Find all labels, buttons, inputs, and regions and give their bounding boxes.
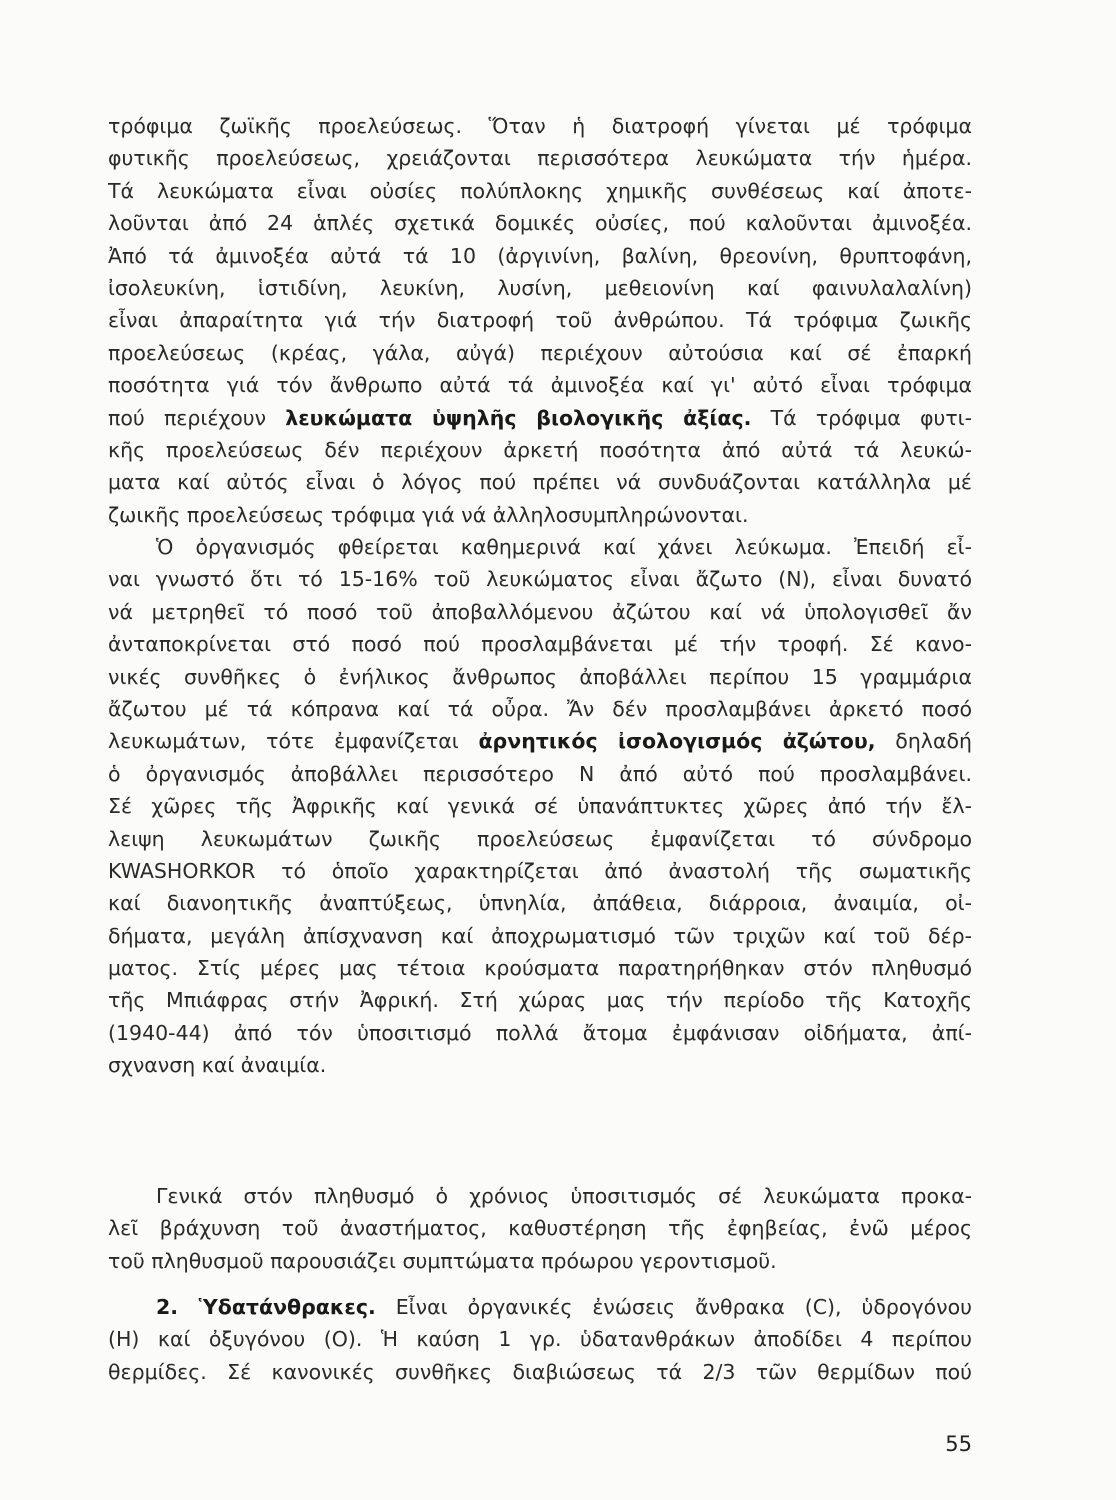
text-line: εἶναι ἀπαραίτητα γιά τήν διατροφή τοῦ ἀνθρώπου. Τά τρόφιμα ζωικῆς [108, 308, 972, 333]
text-line: προελεύσεως (κρέας, γάλα, αὐγά) περιέχουν αὐτούσια καί σέ ἐπαρκή [108, 340, 972, 365]
text-line: Σέ χῶρες τῆς Ἀφρικῆς καί γενικά σέ ὑπανάπτυκτες χῶρες ἀπό τήν ἔλ- [108, 794, 972, 819]
text-line: λειψη λευκωμάτων ζωικῆς προελεύσεως ἐμφανίζεται τό σύνδρομο [108, 826, 972, 851]
text-run: Τά τρόφιμα φυτι- [751, 405, 972, 430]
text-line: ἰσολευκίνη, ἱστιδίνη, λευκίνη, λυσίνη, μεθειονίνη καί φαινυλαλαλίνη) [108, 275, 972, 300]
text-line: τῆς Μπιάφρας στήν Ἀφρική. Στή χώρας μας τήν περίοδο τῆς Κατοχῆς [108, 988, 972, 1013]
text-line: KWASHORKOR τό ὁποῖο χαρακτηρίζεται ἀπό ἀναστολή τῆς σωματικῆς [108, 858, 972, 883]
text-run: Εἶναι ὀργανικές ἐνώσεις ἄνθρακα (C), ὑδρογόνου [375, 1295, 972, 1319]
text-run: πού περιέχουν [108, 405, 286, 430]
text-line: λοῦνται ἀπό 24 ἁπλές σχετικά δομικές οὐσίες, πού καλοῦνται ἀμινοξέα. [108, 211, 972, 236]
text-line: δήματα, μεγάλη ἀπίσχνανση καί ἀποχρωματισμό τῶν τριχῶν καί τοῦ δέρ- [108, 923, 972, 948]
paragraph-2 [108, 531, 972, 1082]
text-line [108, 725, 972, 757]
section-heading: 2. Ὑδατάνθρακες. [156, 1295, 376, 1319]
text-line: τοῦ πληθυσμοῦ παρουσιάζει συμπτώματα πρόωρου γεροντισμοῦ. [108, 1248, 777, 1273]
text-line: φυτικῆς προελεύσεως, χρειάζονται περισσότερα λευκώματα τήν ἡμέρα. [108, 146, 972, 171]
text-line: Ὁ ὀργανισμός φθείρεται καθημερινά καί χάνει λεύκωμα. Ἐπειδή εἶ- [156, 535, 972, 559]
text-line: Ἀπό τά ἀμινοξέα αὐτά τά 10 (ἀργινίνη, βαλίνη, θρεονίνη, θρυπτοφάνη, [108, 243, 972, 268]
text-line: ποσότητα γιά τόν ἄνθρωπο αὐτά τά ἀμινοξέα καί γι' αὐτό εἶναι τρόφιμα [108, 373, 972, 398]
text-line: κῆς προελεύσεως δέν περιέχουν ἀρκετή ποσότητα ἀπό αὐτά τά λευκώ- [108, 437, 972, 462]
text-line: ζωικῆς προελεύσεως τρόφιμα γιά νά ἀλληλοσυμπληρώνονται. [108, 502, 749, 527]
text-line: ὁ ὀργανισμός ἀποβάλλει περισσότερο Ν ἀπό αὐτό πού προσλαμβάνει. [108, 761, 972, 786]
paragraph-3 [108, 1180, 972, 1277]
text-line: νικές συνθῆκες ὁ ἐνήλικος ἄνθρωπος ἀποβάλλει περίπου 15 γραμμάρια [108, 664, 972, 689]
text-line: Γενικά στόν πληθυσμό ὁ χρόνιος ὑποσιτισμός σέ λευκώματα προκα- [156, 1184, 972, 1208]
text-line: (Η) καί ὀξυγόνου (Ο). Ἡ καύση 1 γρ. ὑδατανθράκων ἀποδίδει 4 περίπου [108, 1327, 972, 1352]
text-line: σχνανση καί ἀναιμία. [108, 1053, 327, 1078]
text-line: καί διανοητικῆς ἀναπτύξεως, ὑπνηλία, ἀπάθεια, διάρροια, ἀναιμία, οἰ- [108, 891, 972, 916]
text-line: ἀνταποκρίνεται στό ποσό πού προσλαμβάνεται μέ τήν τροφή. Σέ κανο- [108, 632, 972, 657]
page-number: 55 [945, 1432, 972, 1456]
text-line: ἄζωτου μέ τά κόπρανα καί τά οὖρα. Ἄν δέν προσλαμβάνει ἀρκετό ποσό [108, 696, 972, 721]
text-line: (1940-44) ἀπό τόν ὑποσιτισμό πολλά ἄτομα ἐμφάνισαν οἰδήματα, ἀπί- [108, 1020, 972, 1045]
text-line: ματα καί αὐτός εἶναι ὁ λόγος πού πρέπει νά συνδυάζονται κατάλληλα μέ [108, 470, 972, 495]
text-line: τρόφιμα ζωϊκῆς προελεύσεως. Ὅταν ἡ διατροφή γίνεται μέ τρόφιμα [108, 114, 972, 138]
text-line: νά μετρηθεῖ τό ποσό τοῦ ἀποβαλλόμενου ἀζώτου καί νά ὑπολογισθεῖ ἄν [108, 599, 972, 624]
text-run: δηλαδή [875, 729, 972, 754]
text-line: λεῖ βράχυνση τοῦ ἀναστήματος, καθυστέρηση τῆς ἐφηβείας, ἐνῶ μέρος [108, 1216, 972, 1241]
paragraph-1 [108, 110, 972, 531]
text-line: ματος. Στίς μέρες μας τέτοια κρούσματα παρατηρήθηκαν στόν πληθυσμό [108, 956, 972, 981]
text-line: ναι γνωστό ὅτι τό 15-16% τοῦ λευκώματος εἶναι ἄζωτο (Ν), εἶναι δυνατό [108, 567, 972, 592]
text-line [108, 1291, 972, 1323]
text-run: λευκωμάτων, τότε ἐμφανίζεται [108, 729, 479, 754]
bold-term: λευκώματα ὑψηλῆς βιολογικῆς ἀξίας. [285, 405, 752, 430]
text-line: θερμίδες. Σέ κανονικές συνθῆκες διαβιώσεως τά 2/3 τῶν θερμίδων πού [108, 1359, 972, 1384]
bold-term: ἀρνητικός ἰσολογισμός ἀζώτου, [478, 729, 876, 754]
text-line: Τά λευκώματα εἶναι οὐσίες πολύπλοκης χημικῆς συνθέσεως καί ἀποτε- [108, 178, 972, 203]
text-line [108, 402, 972, 434]
paragraph-4 [108, 1291, 972, 1388]
